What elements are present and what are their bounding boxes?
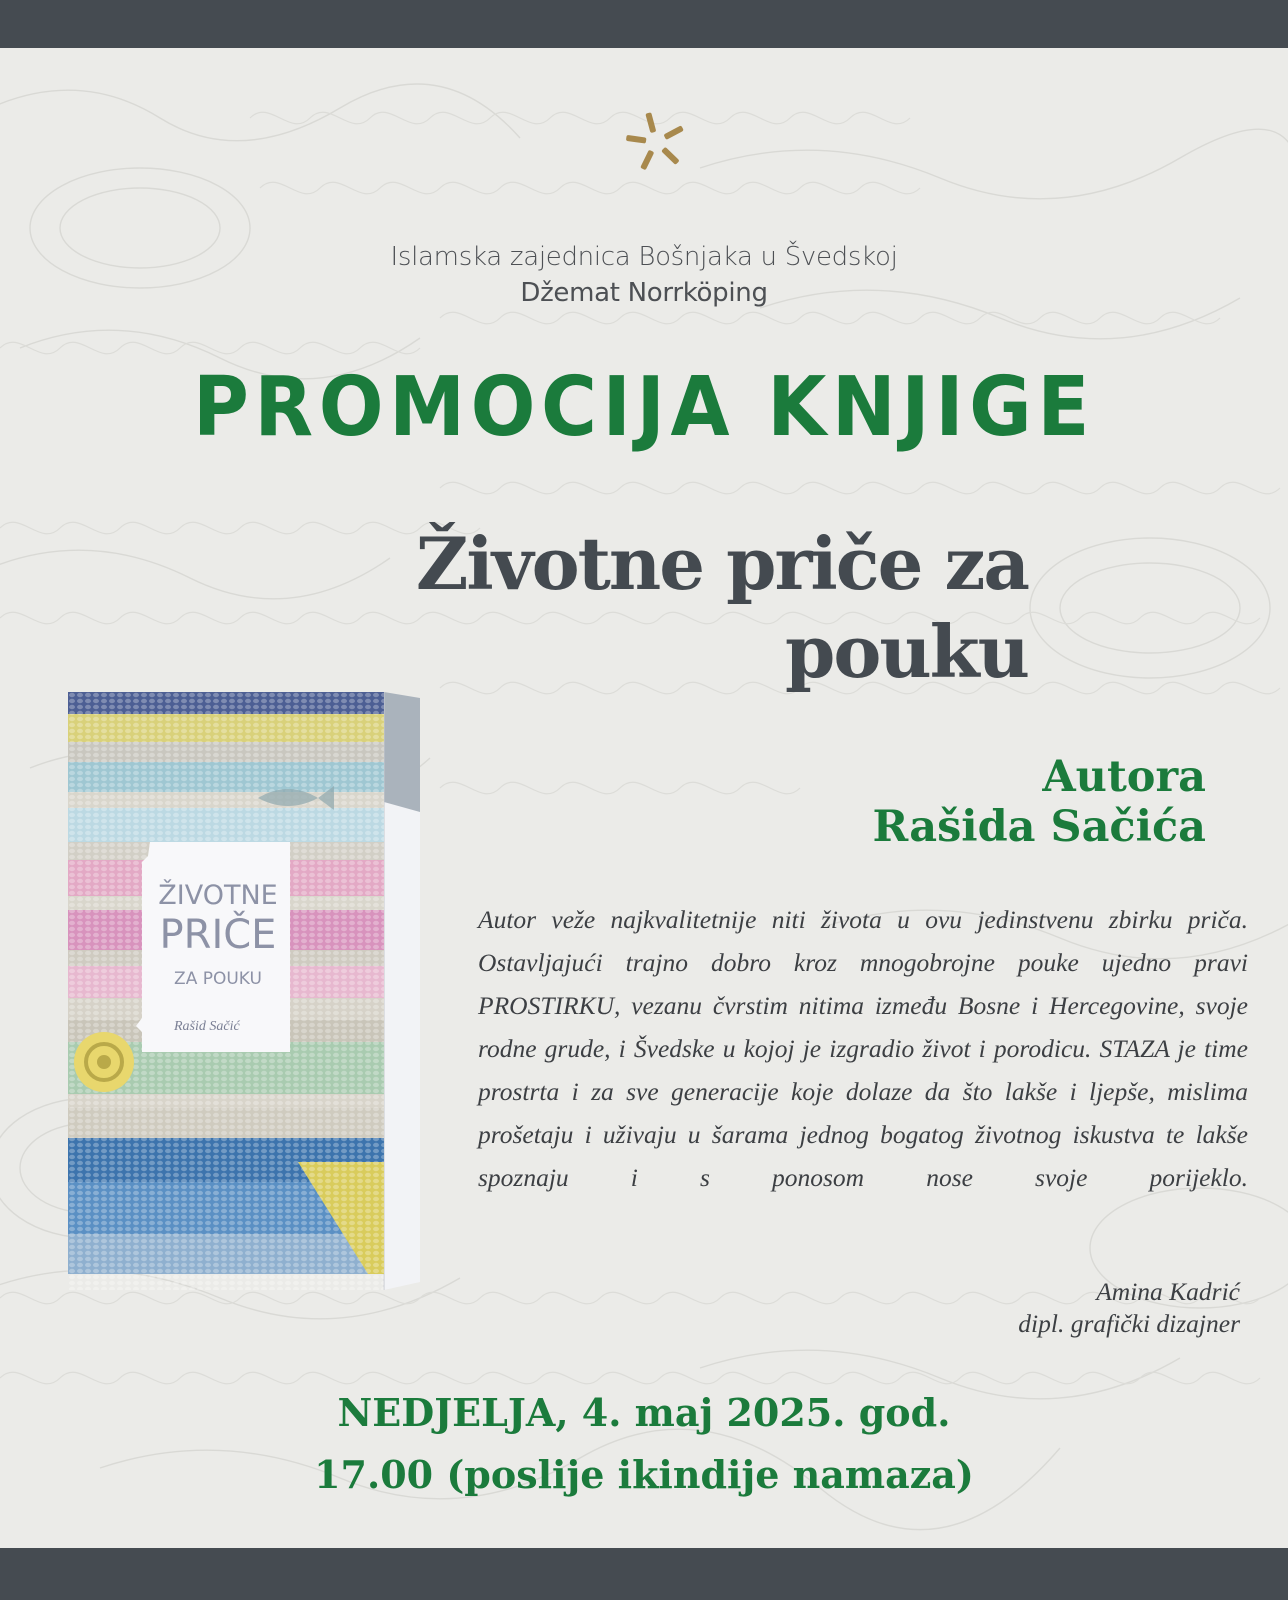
organization-branch: Džemat Norrköping: [520, 278, 768, 308]
author-label: Autora: [1042, 752, 1206, 802]
book-description: Autor veže najkvalitetnije niti života u ovu jedinstvenu zbirku priča. Ostavljajući trajno dobro kroz mnogobrojne pouke ujedno pravi PROSTIRKU, vezanu čvrstim nitima između Bosne i Hercegovine, svoje rodne grude, i Švedske u kojoj je izgradio život i porodicu. STAZA je time prostrta i za sve generacije koje dolaze da što lakše i ljepše, mislima prošetaju i uživaju u šarama jednog bogatog životnog iskustva te lakše spoznaju i s ponosom nose svoje porijeklo.: [478, 905, 1248, 1192]
book-title-line-2: pouku: [785, 609, 1028, 694]
book-title: [416, 520, 1028, 696]
crescent-star-logo-icon: [580, 88, 710, 208]
cover-author: Rašid Sačić: [174, 1019, 240, 1034]
book-cover-image: [68, 692, 428, 1290]
event-time: 17.00 (poslije ikindije namaza): [314, 1452, 974, 1497]
bottom-bar: [0, 1548, 1288, 1600]
top-bar: [0, 0, 1288, 48]
cover-title-line-3: ZA POUKU: [174, 969, 262, 989]
signature-title: dipl. grafički dizajner: [1018, 1309, 1240, 1338]
signature-name: Amina Kadrić: [1096, 1277, 1240, 1306]
cover-title-line-2: PRIČE: [159, 912, 277, 958]
author-name: Rašida Sačića: [872, 802, 1206, 852]
event-date: NEDJELJA, 4. maj 2025. god.: [337, 1390, 951, 1435]
book-title-line-1: Životne priče za: [415, 521, 1028, 606]
signature: [1018, 1276, 1240, 1340]
organization-name: Islamska zajednica Bošnjaka u Švedskoj: [390, 242, 898, 272]
cover-title-line-1: ŽIVOTNE: [158, 880, 278, 911]
headline: PROMOCIJA KNJIGE: [192, 360, 1096, 455]
